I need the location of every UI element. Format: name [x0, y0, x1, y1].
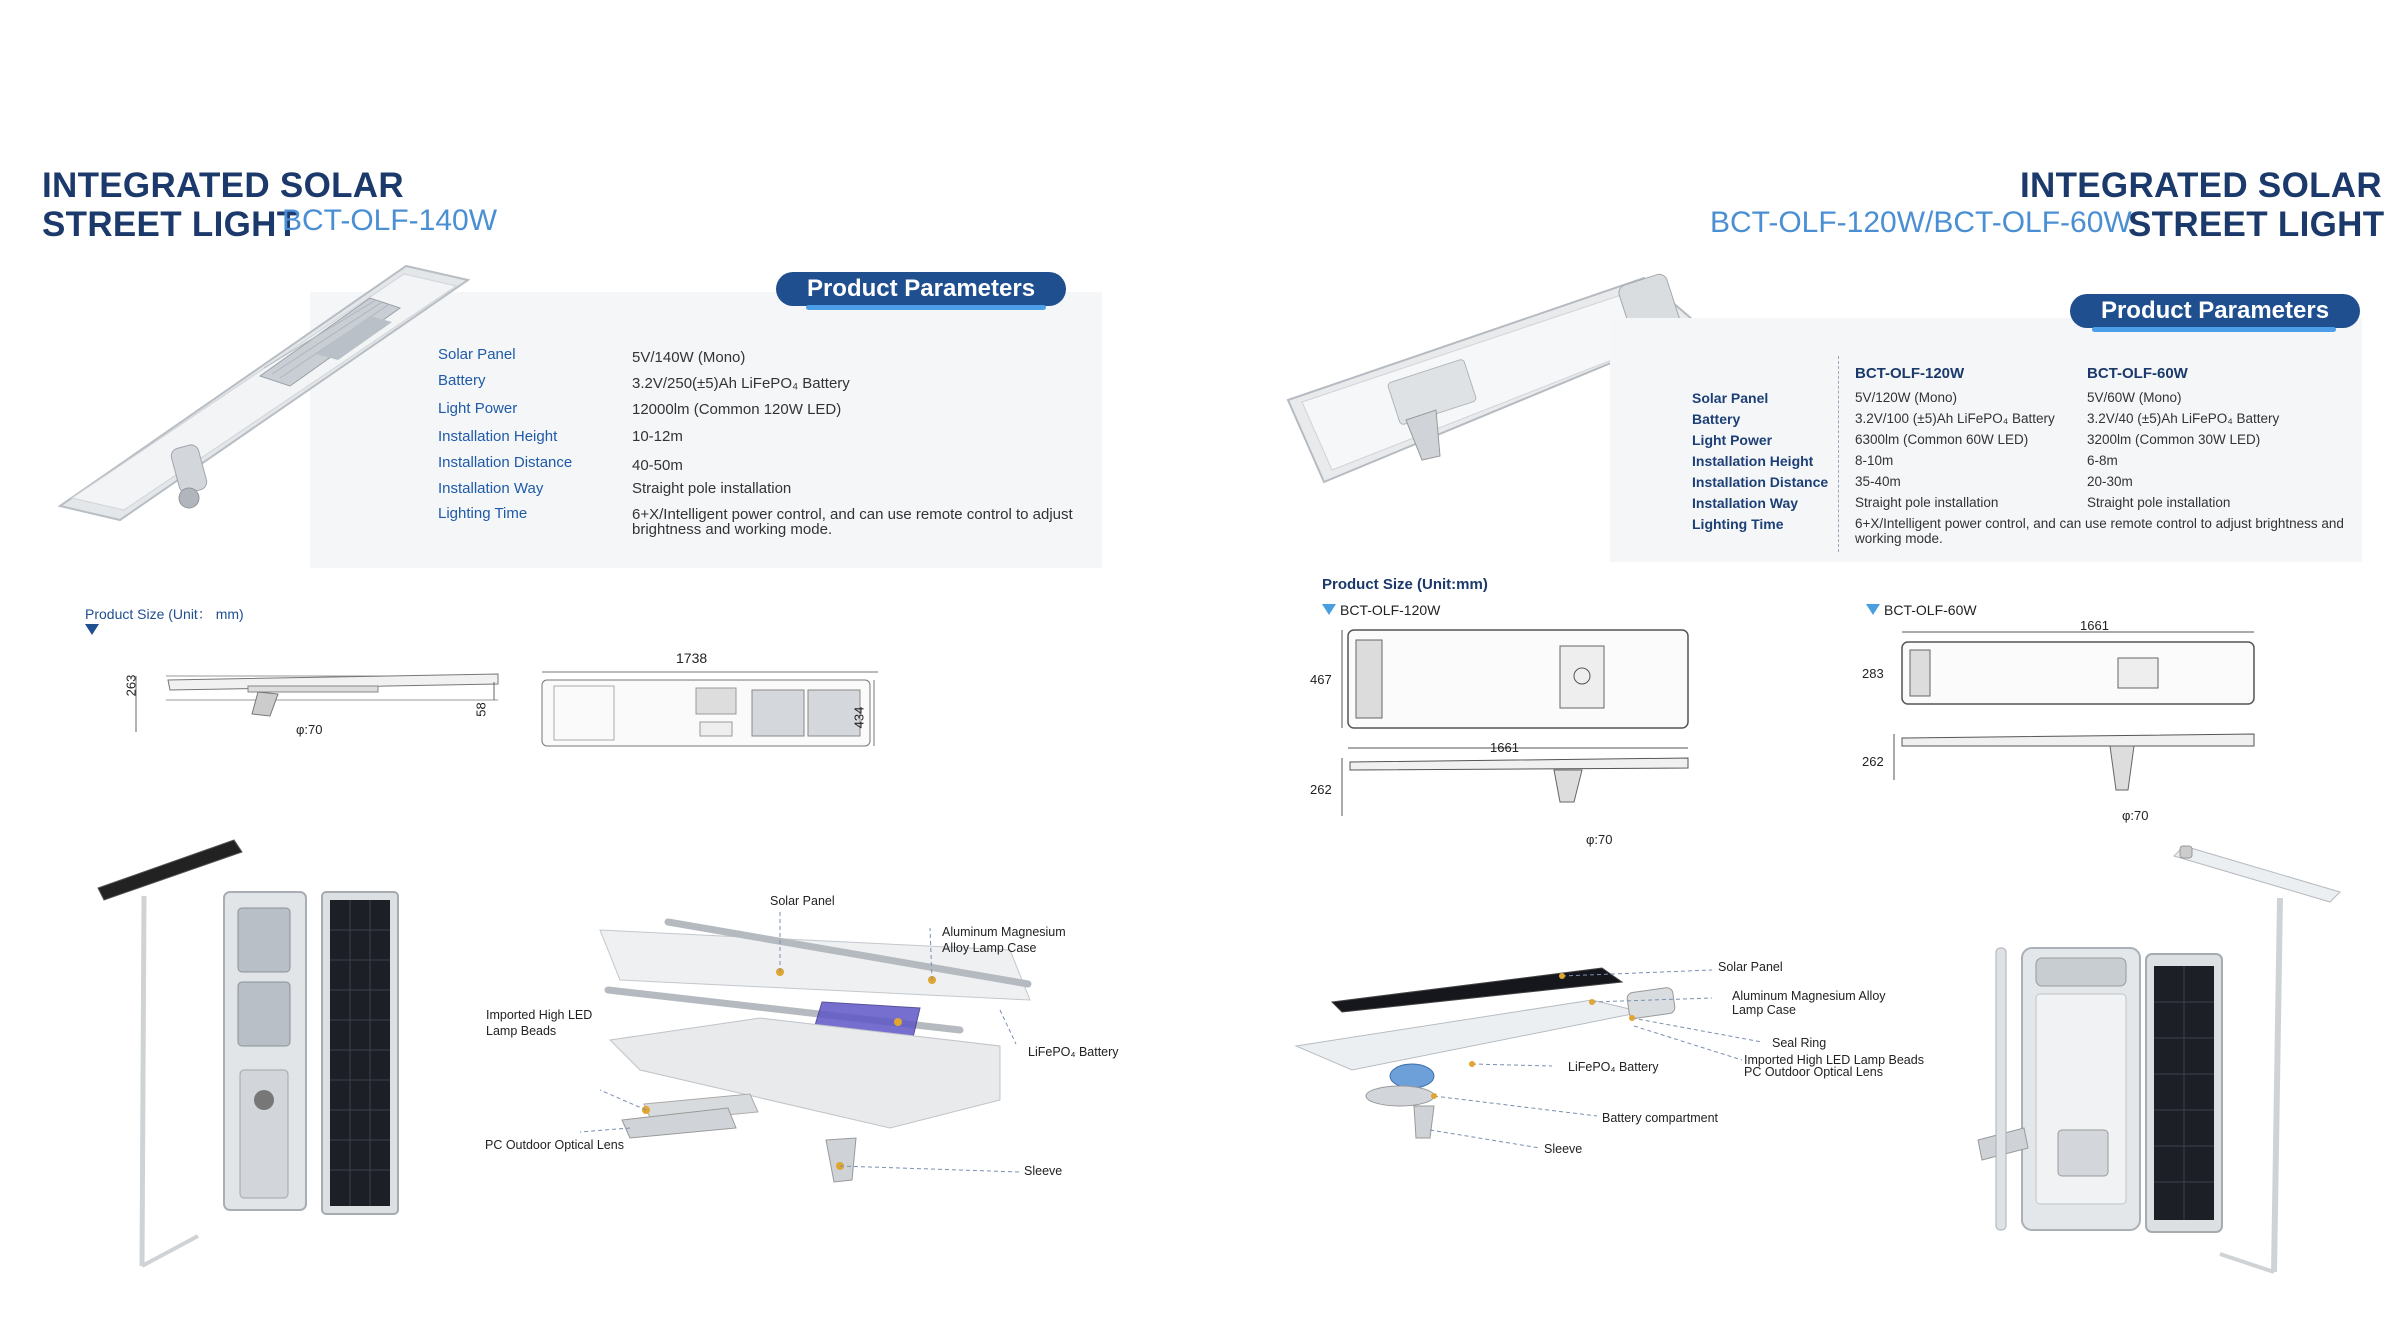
triangle-down-icon [85, 624, 99, 636]
left-params-underline [806, 305, 1046, 310]
param-label: Lighting Time [438, 505, 528, 522]
param-label: Solar Panel [438, 346, 516, 363]
right-callout-led: Imported High LED Lamp Beads [1744, 1053, 1924, 1067]
right-callout-seal: Seal Ring [1772, 1036, 1827, 1050]
left-dim-58: 58 [473, 702, 489, 717]
left-title-line1: INTEGRATED SOLAR [42, 166, 404, 205]
right-callout-lens: PC Outdoor Optical Lens [1744, 1065, 1883, 1079]
right-callout-alloy-1: Aluminum Magnesium Alloy [1732, 989, 1886, 1003]
param-value: Straight pole installation [632, 480, 792, 497]
left-callout-lens: PC Outdoor Optical Lens [485, 1138, 624, 1152]
param-label: Installation Distance [1692, 474, 1829, 490]
param-value-60: 3200lm (Common 30W LED) [2087, 432, 2261, 447]
left-callout-battery: LiFePO₄ Battery [1028, 1045, 1119, 1059]
left-size-label: Product Size (Unit： mm) [85, 606, 244, 622]
right-pole-lamp-image [2160, 842, 2360, 1282]
param-value-120: 35-40m [1855, 474, 1901, 489]
right-size-label: Product Size (Unit:mm) [1322, 576, 1488, 593]
right-callout-compartment: Battery compartment [1602, 1111, 1719, 1125]
right-lamp-front-image [1974, 944, 2144, 1234]
left-side-view-drawing [118, 660, 518, 760]
right-size-120-label: BCT-OLF-120W [1340, 602, 1441, 618]
right-col-head-60: BCT-OLF-60W [2087, 365, 2188, 382]
left-callout-sleeve: Sleeve [1024, 1164, 1063, 1178]
param-value: 3.2V/250(±5)Ah LiFePO₄ Battery [632, 375, 850, 392]
param-value-120: 3.2V/100 (±5)Ah LiFePO₄ Battery [1855, 411, 2055, 426]
right-120-dim-s: 262 [1310, 782, 1332, 797]
param-value-60: 6-8m [2087, 453, 2118, 468]
right-model: BCT-OLF-120W/BCT-OLF-60W [1710, 206, 2132, 239]
left-callout-led-1: Imported High LED [486, 1008, 593, 1022]
param-label: Installation Height [438, 428, 558, 445]
right-60-dim-h: 283 [1862, 666, 1884, 681]
right-60-dim-s: 262 [1862, 754, 1884, 769]
left-dim-263: 263 [123, 674, 139, 697]
left-callout-solar-panel: Solar Panel [770, 894, 835, 908]
param-label: Installation Height [1692, 453, 1814, 469]
left-callout-alloy-case-2: Alloy Lamp Case [942, 941, 1037, 955]
param-value-60: 3.2V/40 (±5)Ah LiFePO₄ Battery [2087, 411, 2280, 426]
param-value: 6+X/Intelligent power control, and can use remote control to adjust brightness and working mode. [632, 506, 1073, 538]
left-dim-1738: 1738 [676, 650, 708, 666]
right-60w-dimension-drawing [1888, 630, 2268, 820]
left-params-title: Product Parameters [776, 272, 1066, 306]
left-hero-lamp-image [50, 258, 480, 518]
param-value: 5V/140W (Mono) [632, 349, 746, 366]
param-value: 10-12m [632, 428, 683, 445]
right-120-dim-h: 467 [1310, 672, 1332, 687]
left-dim-434: 434 [851, 706, 867, 729]
right-60-dim-w: 1661 [2080, 618, 2109, 633]
param-label: Battery [438, 372, 486, 389]
right-120-dim-w: 1661 [1490, 740, 1519, 755]
right-params-underline [2092, 327, 2336, 332]
param-label: Installation Way [438, 480, 544, 497]
param-value-60: 20-30m [2087, 474, 2133, 489]
left-callout-led-2: Lamp Beads [486, 1024, 557, 1038]
right-callout-solar-panel: Solar Panel [1718, 960, 1783, 974]
param-label: Battery [1692, 411, 1741, 427]
left-title-line2: STREET LIGHT [42, 205, 299, 244]
triangle-down-icon [1322, 604, 1336, 616]
param-value-60: Straight pole installation [2087, 495, 2231, 510]
param-label: Installation Distance [438, 454, 573, 471]
param-value-60: 5V/60W (Mono) [2087, 390, 2182, 405]
right-callout-alloy-2: Lamp Case [1732, 1003, 1796, 1017]
param-value-120: 8-10m [1855, 453, 1894, 468]
param-value: 6+X/Intelligent power control, and can use remote control to adjust brightness and working mode. [1855, 516, 2344, 546]
param-label: Light Power [1692, 432, 1773, 448]
right-callout-battery: LiFePO₄ Battery [1568, 1060, 1659, 1074]
right-120w-dimension-drawing [1338, 626, 1698, 836]
right-title-line2: STREET LIGHT [2128, 205, 2385, 244]
right-params-title: Product Parameters [2070, 294, 2360, 328]
right-title-line1: INTEGRATED SOLAR [2020, 166, 2382, 205]
left-callout-alloy-case-1: Aluminum Magnesium [942, 925, 1066, 939]
left-dim-phi: φ:70 [296, 722, 323, 737]
right-size-60-label: BCT-OLF-60W [1884, 602, 1977, 618]
param-label: Light Power [438, 400, 518, 417]
param-value: 12000lm (Common 120W LED) [632, 401, 842, 418]
right-col-head-120: BCT-OLF-120W [1855, 365, 1965, 382]
left-solar-panel-image [320, 890, 400, 1216]
param-value-120: Straight pole installation [1855, 495, 1999, 510]
param-value-120: 6300lm (Common 60W LED) [1855, 432, 2029, 447]
left-lamp-front-image [222, 890, 308, 1212]
right-callout-sleeve: Sleeve [1544, 1142, 1583, 1156]
param-label: Installation Way [1692, 495, 1799, 511]
right-120-dim-phi: φ:70 [1586, 832, 1613, 847]
param-label: Lighting Time [1692, 516, 1784, 532]
left-top-view-drawing [540, 668, 880, 752]
param-value: 40-50m [632, 457, 683, 474]
left-model: BCT-OLF-140W [282, 204, 498, 237]
triangle-down-icon [1866, 604, 1880, 616]
param-label: Solar Panel [1692, 390, 1769, 406]
param-value-120: 5V/120W (Mono) [1855, 390, 1958, 405]
right-60-dim-phi: φ:70 [2122, 808, 2149, 823]
